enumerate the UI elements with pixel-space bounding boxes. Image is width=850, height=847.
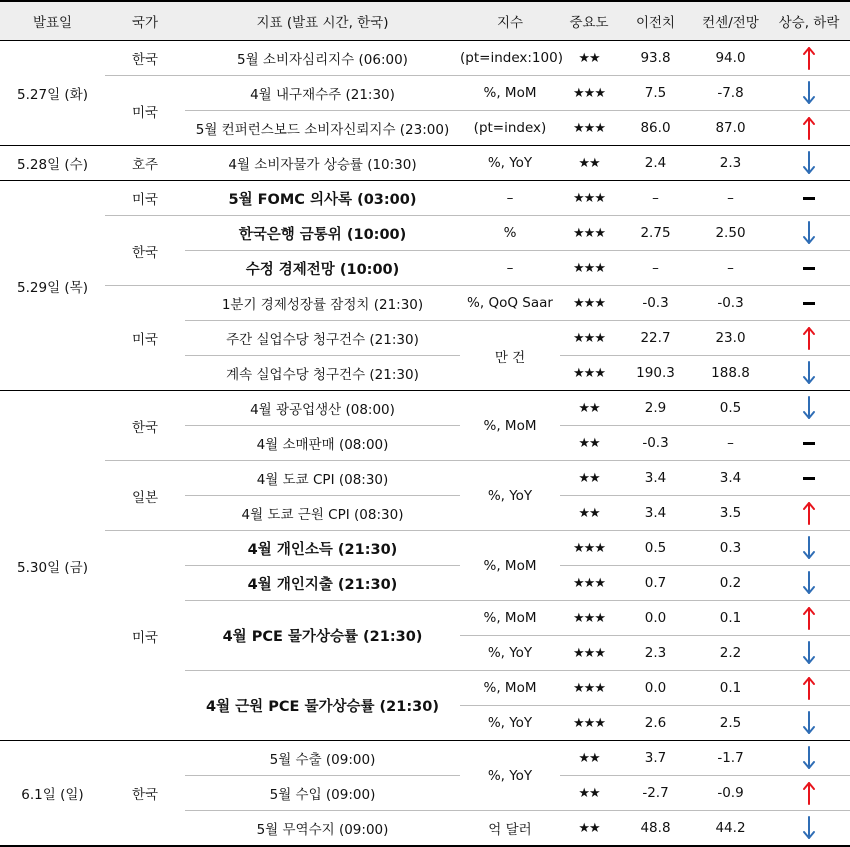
previous-cell: 0.0 [618,601,693,636]
header-indicator: 지표 (발표 시간, 한국) [185,1,460,41]
indicator-cell: 5월 컨퍼런스보드 소비자신뢰지수 (23:00) [185,111,460,146]
importance-cell: ★★★ [560,531,618,566]
country-cell: 미국 [105,531,185,741]
unit-cell: %, QoQ Saar [460,286,560,321]
direction-cell [768,251,850,286]
previous-cell: -0.3 [618,426,693,461]
indicator-cell: 4월 소비자물가 상승률 (10:30) [185,146,460,181]
direction-cell [768,391,850,426]
direction-cell [768,741,850,776]
consensus-cell: 0.5 [693,391,768,426]
consensus-cell: 2.50 [693,216,768,251]
direction-cell [768,636,850,671]
unit-cell: % [460,216,560,251]
importance-cell: ★★★ [560,566,618,601]
previous-cell: 48.8 [618,811,693,847]
direction-cell [768,216,850,251]
indicator-cell: 4월 광공업생산 (08:00) [185,391,460,426]
previous-cell: – [618,251,693,286]
consensus-cell: 87.0 [693,111,768,146]
table-row [0,741,850,776]
up-arrow-icon [802,326,816,350]
previous-cell: -0.3 [618,286,693,321]
country-cell: 미국 [105,76,185,146]
unit-cell: %, MoM [460,671,560,706]
indicator-cell: 5월 수출 (09:00) [185,741,460,776]
country-cell: 한국 [105,741,185,847]
indicator-cell: 4월 개인소득 (21:30) [185,531,460,566]
importance-cell: ★★★ [560,601,618,636]
unit-cell: 만 건 [460,321,560,391]
consensus-cell: 3.4 [693,461,768,496]
previous-cell: 86.0 [618,111,693,146]
previous-cell: 2.9 [618,391,693,426]
indicator-cell: 5월 FOMC 의사록 (03:00) [185,181,460,216]
country-cell: 일본 [105,461,185,531]
up-arrow-icon [802,781,816,805]
unit-cell: %, MoM [460,76,560,111]
direction-cell [768,146,850,181]
consensus-cell: 0.2 [693,566,768,601]
header-country: 국가 [105,1,185,41]
previous-cell: 22.7 [618,321,693,356]
down-arrow-icon [802,816,816,840]
country-cell: 한국 [105,216,185,286]
down-arrow-icon [802,746,816,770]
direction-cell [768,111,850,146]
importance-cell: ★★★ [560,216,618,251]
unit-cell: (pt=index) [460,111,560,146]
date-cell: 5.28일 (수) [0,146,105,181]
direction-cell [768,531,850,566]
direction-cell [768,811,850,847]
importance-cell: ★★ [560,811,618,847]
direction-cell [768,671,850,706]
down-arrow-icon [802,571,816,595]
header-row [0,1,850,41]
table-row [0,531,850,566]
header-direction: 상승, 하락 [768,1,850,41]
consensus-cell: -0.3 [693,286,768,321]
header-importance: 중요도 [560,1,618,41]
consensus-cell: 94.0 [693,41,768,76]
consensus-cell: -0.9 [693,776,768,811]
unit-cell: %, YoY [460,146,560,181]
table-row [0,286,850,321]
direction-cell [768,76,850,111]
date-cell: 6.1일 (일) [0,741,105,847]
header-unit: 지수 [460,1,560,41]
indicator-cell: 4월 내구재수주 (21:30) [185,76,460,111]
indicator-cell: 4월 개인지출 (21:30) [185,566,460,601]
importance-cell: ★★ [560,41,618,76]
importance-cell: ★★ [560,496,618,531]
indicator-cell: 4월 PCE 물가상승률 (21:30) [185,601,460,671]
consensus-cell: – [693,426,768,461]
down-arrow-icon [802,536,816,560]
indicator-cell: 계속 실업수당 청구건수 (21:30) [185,356,460,391]
direction-cell [768,776,850,811]
date-cell: 5.27일 (화) [0,41,105,146]
direction-cell [768,601,850,636]
down-arrow-icon [802,396,816,420]
flat-dash-icon [803,477,815,480]
up-arrow-icon [802,676,816,700]
importance-cell: ★★ [560,146,618,181]
previous-cell: – [618,181,693,216]
consensus-cell: -1.7 [693,741,768,776]
country-cell: 한국 [105,391,185,461]
indicator-cell: 5월 소비자심리지수 (06:00) [185,41,460,76]
indicator-cell: 1분기 경제성장률 잠정치 (21:30) [185,286,460,321]
table-row [0,146,850,181]
table-row [0,76,850,111]
consensus-cell: 0.3 [693,531,768,566]
indicator-cell: 5월 수입 (09:00) [185,776,460,811]
flat-dash-icon [803,267,815,270]
consensus-cell: -7.8 [693,76,768,111]
direction-cell [768,426,850,461]
previous-cell: 0.7 [618,566,693,601]
down-arrow-icon [802,641,816,665]
unit-cell: – [460,251,560,286]
importance-cell: ★★★ [560,636,618,671]
importance-cell: ★★★ [560,671,618,706]
flat-dash-icon [803,197,815,200]
down-arrow-icon [802,711,816,735]
importance-cell: ★★★ [560,286,618,321]
consensus-cell: 23.0 [693,321,768,356]
unit-cell: %, MoM [460,601,560,636]
down-arrow-icon [802,151,816,175]
direction-cell [768,566,850,601]
direction-cell [768,321,850,356]
table-row [0,391,850,426]
direction-cell [768,286,850,321]
date-cell: 5.30일 (금) [0,391,105,741]
up-arrow-icon [802,116,816,140]
consensus-cell: – [693,251,768,286]
previous-cell: 3.4 [618,461,693,496]
unit-cell: %, MoM [460,531,560,601]
direction-cell [768,496,850,531]
country-cell: 미국 [105,286,185,391]
down-arrow-icon [802,81,816,105]
indicator-cell: 4월 근원 PCE 물가상승률 (21:30) [185,671,460,741]
previous-cell: 0.0 [618,671,693,706]
up-arrow-icon [802,606,816,630]
consensus-cell: 0.1 [693,671,768,706]
unit-cell: %, YoY [460,741,560,811]
consensus-cell: 3.5 [693,496,768,531]
consensus-cell: 2.5 [693,706,768,741]
previous-cell: 93.8 [618,41,693,76]
unit-cell: %, YoY [460,636,560,671]
importance-cell: ★★ [560,426,618,461]
header-date: 발표일 [0,1,105,41]
importance-cell: ★★★ [560,76,618,111]
indicator-cell: 4월 소매판매 (08:00) [185,426,460,461]
importance-cell: ★★ [560,741,618,776]
table-row [0,181,850,216]
previous-cell: 190.3 [618,356,693,391]
consensus-cell: 0.1 [693,601,768,636]
importance-cell: ★★ [560,391,618,426]
country-cell: 한국 [105,41,185,76]
importance-cell: ★★★ [560,111,618,146]
flat-dash-icon [803,302,815,305]
direction-cell [768,356,850,391]
previous-cell: 2.4 [618,146,693,181]
indicator-cell: 주간 실업수당 청구건수 (21:30) [185,321,460,356]
importance-cell: ★★ [560,461,618,496]
date-cell: 5.29일 (목) [0,181,105,391]
country-cell: 미국 [105,181,185,216]
importance-cell: ★★★ [560,251,618,286]
importance-cell: ★★★ [560,321,618,356]
previous-cell: 3.7 [618,741,693,776]
previous-cell: 2.3 [618,636,693,671]
indicator-cell: 한국은행 금통위 (10:00) [185,216,460,251]
consensus-cell: 2.2 [693,636,768,671]
country-cell: 호주 [105,146,185,181]
direction-cell [768,461,850,496]
consensus-cell: 44.2 [693,811,768,847]
unit-cell: %, MoM [460,391,560,461]
importance-cell: ★★★ [560,181,618,216]
direction-cell [768,181,850,216]
indicator-cell: 5월 무역수지 (09:00) [185,811,460,847]
previous-cell: -2.7 [618,776,693,811]
previous-cell: 0.5 [618,531,693,566]
table-row [0,461,850,496]
importance-cell: ★★ [560,776,618,811]
indicator-cell: 4월 도쿄 근원 CPI (08:30) [185,496,460,531]
unit-cell: %, YoY [460,706,560,741]
direction-cell [768,706,850,741]
unit-cell: (pt=index:100) [460,41,560,76]
table-row [0,41,850,76]
table-row [0,216,850,251]
consensus-cell: – [693,181,768,216]
unit-cell: 억 달러 [460,811,560,847]
consensus-cell: 2.3 [693,146,768,181]
header-previous: 이전치 [618,1,693,41]
previous-cell: 2.6 [618,706,693,741]
indicator-cell: 4월 도쿄 CPI (08:30) [185,461,460,496]
consensus-cell: 188.8 [693,356,768,391]
up-arrow-icon [802,501,816,525]
down-arrow-icon [802,361,816,385]
up-arrow-icon [802,46,816,70]
previous-cell: 7.5 [618,76,693,111]
unit-cell: %, YoY [460,461,560,531]
indicator-cell: 수정 경제전망 (10:00) [185,251,460,286]
importance-cell: ★★★ [560,356,618,391]
flat-dash-icon [803,442,815,445]
unit-cell: – [460,181,560,216]
down-arrow-icon [802,221,816,245]
direction-cell [768,41,850,76]
importance-cell: ★★★ [560,706,618,741]
previous-cell: 3.4 [618,496,693,531]
header-consensus: 컨센/전망 [693,1,768,41]
previous-cell: 2.75 [618,216,693,251]
